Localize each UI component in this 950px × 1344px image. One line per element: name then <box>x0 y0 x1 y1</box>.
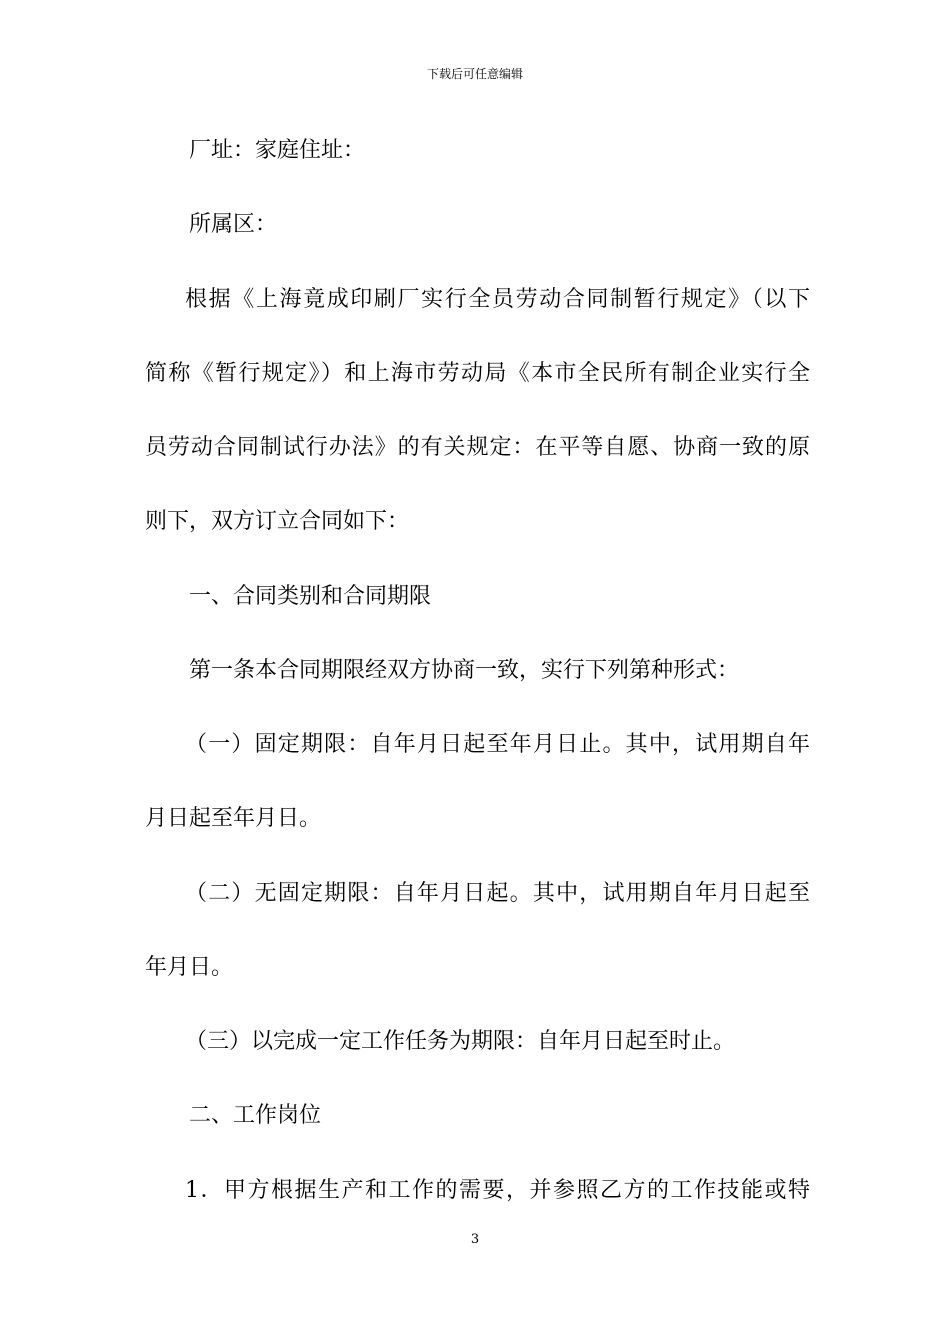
paragraph-line: 则下，双方订立合同如下： <box>145 509 410 534</box>
section-heading: 一、合同类别和合同期限 <box>189 584 432 609</box>
clause-line: （三）以完成一定工作任务为期限：自年月日起至时止。 <box>185 1029 736 1054</box>
paragraph-line: 根据《上海竟成印刷厂实行全员劳动合同制暂行规定》（以下 <box>185 287 810 312</box>
page-header: 下载后可任意编辑 <box>426 67 523 81</box>
clause-line: 年月日。 <box>145 955 234 980</box>
paragraph-line: 简称《暂行规定》）和上海市劳动局《本市全民所有制企业实行全 <box>145 361 810 386</box>
article-line: 第一条本合同期限经双方协商一致，实行下列第种形式： <box>189 658 740 683</box>
section-heading: 二、工作岗位 <box>189 1103 322 1128</box>
clause-line: （一）固定期限：自年月日起至年月日止。其中，试用期自年 <box>185 732 810 757</box>
clause-line: 1．甲方根据生产和工作的需要，并参照乙方的工作技能或特 <box>185 1178 810 1203</box>
factory-address-line: 厂址：家庭住址： <box>189 138 366 163</box>
paragraph-line: 员劳动合同制试行办法》的有关规定：在平等自愿、协商一致的原 <box>145 435 810 460</box>
clause-line: （二）无固定期限：自年月日起。其中，试用期自年月日起至 <box>185 881 810 906</box>
clause-line: 月日起至年月日。 <box>145 806 322 831</box>
page-number: 3 <box>470 1232 480 1247</box>
district-line: 所属区： <box>189 212 278 237</box>
